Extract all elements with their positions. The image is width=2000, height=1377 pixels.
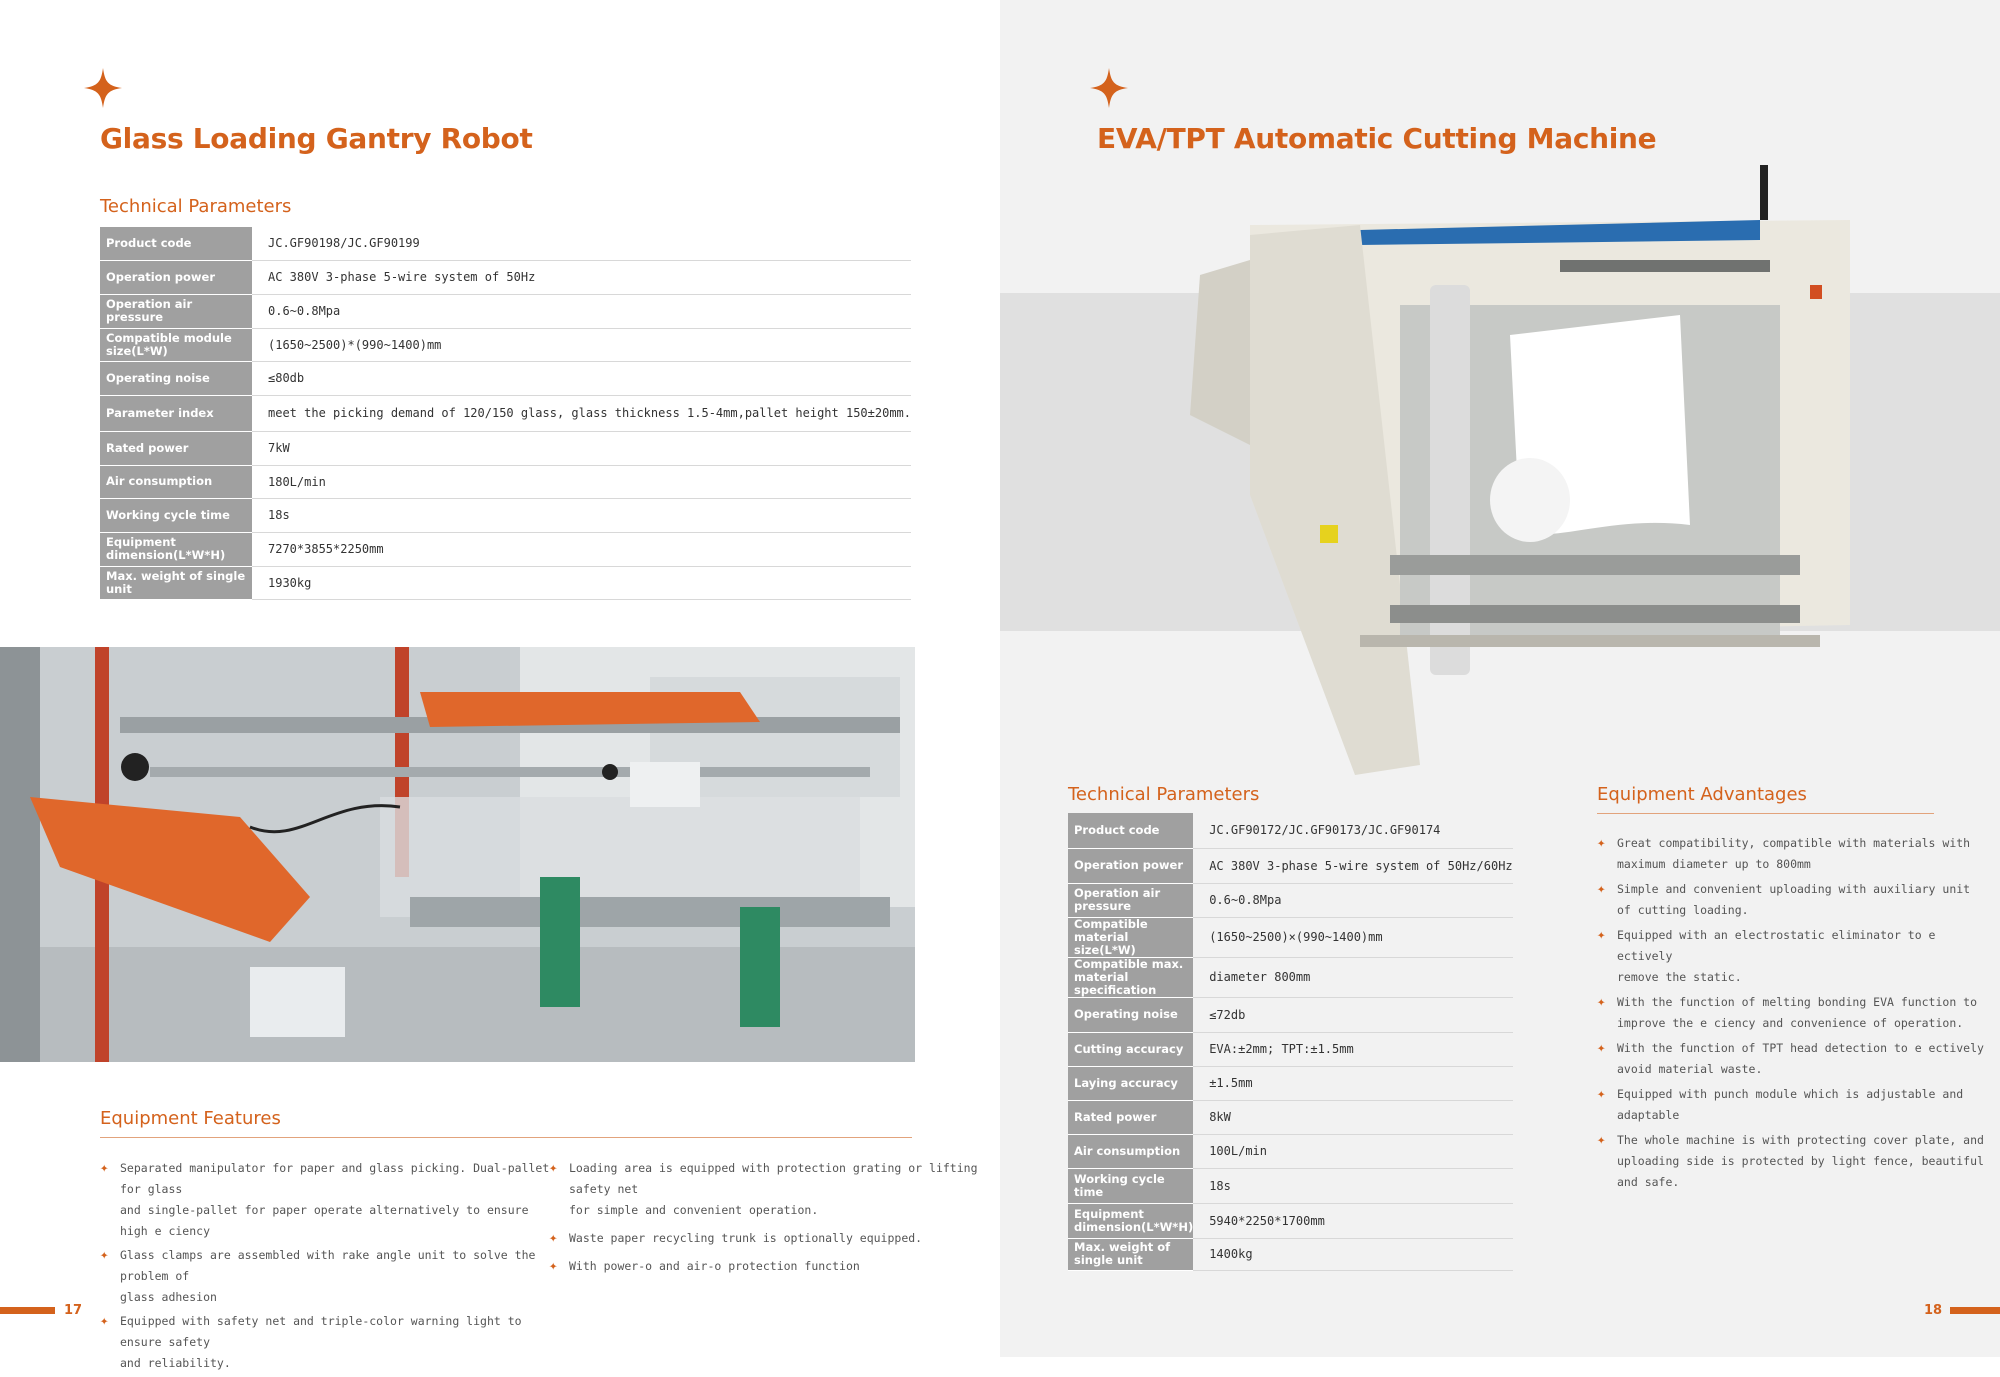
bullet-text-line: avoid material waste. <box>1617 1062 1763 1076</box>
param-value: 8kW <box>1193 1100 1512 1134</box>
heading-divider <box>1597 813 1934 814</box>
features-list-col1 <box>100 1158 550 1377</box>
param-label: Operation power <box>100 260 252 294</box>
param-label: Laying accuracy <box>1068 1066 1193 1100</box>
param-row <box>100 260 911 294</box>
param-value: 0.6~0.8Mpa <box>252 294 911 328</box>
param-value: 0.6~0.8Mpa <box>1193 883 1512 917</box>
param-label: Parameter index <box>100 395 252 431</box>
param-row <box>1068 1100 1513 1134</box>
bullet-item <box>1597 1130 1997 1193</box>
param-row <box>100 294 911 328</box>
param-label: Rated power <box>100 431 252 465</box>
sparkle-bullet-icon: ✦ <box>549 1160 558 1176</box>
param-row <box>1068 1238 1513 1270</box>
bullet-text-line: adaptable <box>1617 1108 1680 1122</box>
bullet-text-line: glass adhesion <box>120 1290 217 1304</box>
param-row <box>100 431 911 465</box>
param-value: 7270*3855*2250mm <box>252 532 911 566</box>
heading-divider <box>100 1137 912 1138</box>
param-label: Working cycle time <box>100 498 252 532</box>
bullet-text-line: of cutting loading. <box>1617 903 1749 917</box>
sparkle-bullet-icon: ✦ <box>1597 881 1606 897</box>
param-label: Rated power <box>1068 1100 1193 1134</box>
param-row <box>1068 997 1513 1032</box>
bullet-text-line: uploading side is protected by light fence, beautiful <box>1617 1154 1984 1168</box>
param-label: Compatible material size(L*W) <box>1068 917 1193 957</box>
param-value: meet the picking demand of 120/150 glass, glass thickness 1.5-4mm,pallet height 150±20mm. <box>252 395 911 431</box>
param-row <box>1068 1134 1513 1168</box>
param-label: Cutting accuracy <box>1068 1032 1193 1066</box>
page-title: Glass Loading Gantry Robot <box>100 122 533 155</box>
param-row <box>100 498 911 532</box>
param-value: 180L/min <box>252 465 911 498</box>
param-row <box>100 361 911 395</box>
param-value: 18s <box>252 498 911 532</box>
param-row <box>100 566 911 599</box>
page-number: 17 <box>64 1303 83 1318</box>
param-row <box>1068 813 1513 848</box>
bullet-text-line: Great compatibility, compatible with materials with <box>1617 836 1971 850</box>
sparkle-bullet-icon: ✦ <box>1597 1040 1606 1056</box>
param-label: Compatible max. material specification <box>1068 957 1193 997</box>
bullet-text-line: Simple and convenient uploading with auxiliary unit <box>1617 882 1971 896</box>
bullet-item <box>549 1228 989 1249</box>
param-value: 5940*2250*1700mm <box>1193 1203 1512 1238</box>
bullet-text-line: for simple and convenient operation. <box>569 1203 819 1217</box>
bullet-text-line: Equipped with an electrostatic eliminator to e ectively <box>1617 928 1936 963</box>
param-label: Compatible module size(L*W) <box>100 328 252 361</box>
technical-parameters-heading: Technical Parameters <box>1068 784 1260 805</box>
bullet-text-line: remove the static. <box>1617 970 1742 984</box>
param-row <box>100 395 911 431</box>
param-label: Operation power <box>1068 848 1193 883</box>
equipment-features-heading: Equipment Features <box>100 1108 281 1129</box>
sparkle-bullet-icon: ✦ <box>1597 1086 1606 1102</box>
page-number: 18 <box>1924 1303 1943 1318</box>
bullet-text-line: With the function of melting bonding EVA function to <box>1617 995 1978 1009</box>
bullet-text-line: Equipped with punch module which is adjustable and <box>1617 1087 1964 1101</box>
bullet-item <box>1597 1084 1997 1126</box>
sparkle-bullet-icon: ✦ <box>1597 927 1606 943</box>
technical-parameters-table <box>100 227 911 600</box>
sparkle-bullet-icon: ✦ <box>1597 994 1606 1010</box>
param-value: ±1.5mm <box>1193 1066 1512 1100</box>
page-number-bar <box>1950 1307 2000 1314</box>
param-row <box>100 227 911 260</box>
param-value: 1400kg <box>1193 1238 1512 1270</box>
bullet-text-line: Waste paper recycling trunk is optionally equipped. <box>569 1231 923 1245</box>
param-value: 100L/min <box>1193 1134 1512 1168</box>
param-row <box>100 532 911 566</box>
param-value: diameter 800mm <box>1193 957 1512 997</box>
param-label: Max. weight of single unit <box>1068 1238 1193 1270</box>
sparkle-bullet-icon: ✦ <box>1597 835 1606 851</box>
param-label: Product code <box>1068 813 1193 848</box>
bullet-item <box>1597 879 1997 921</box>
param-row <box>1068 917 1513 957</box>
bullet-item <box>1597 833 1997 875</box>
right-page <box>1000 0 2000 1357</box>
features-list-col2 <box>549 1158 989 1284</box>
page-title: EVA/TPT Automatic Cutting Machine <box>1097 122 1657 155</box>
param-label: Operation air pressure <box>100 294 252 328</box>
param-row <box>1068 883 1513 917</box>
sparkle-bullet-icon: ✦ <box>549 1258 558 1274</box>
sparkle-bullet-icon: ✦ <box>1597 1132 1606 1148</box>
param-value: ≤72db <box>1193 997 1512 1032</box>
param-label: Max. weight of single unit <box>100 566 252 599</box>
param-label: Operating noise <box>100 361 252 395</box>
bullet-item <box>100 1158 550 1242</box>
param-label: Equipment dimension(L*W*H) <box>100 532 252 566</box>
bullet-text-line: and safe. <box>1617 1175 1680 1189</box>
param-value: AC 380V 3-phase 5-wire system of 50Hz <box>252 260 911 294</box>
sparkle-icon <box>84 68 122 108</box>
bullet-text-line: and single-pallet for paper operate alternatively to ensure high e ciency <box>120 1203 529 1238</box>
bullet-text-line: and reliability. <box>120 1356 231 1370</box>
bullet-item <box>549 1256 989 1277</box>
technical-parameters-table <box>1068 813 1513 1271</box>
bullet-item <box>100 1245 550 1308</box>
bullet-text-line: The whole machine is with protecting cover plate, and <box>1617 1133 1984 1147</box>
bullet-text-line: Glass clamps are assembled with rake angle unit to solve the problem of <box>120 1248 536 1283</box>
param-row <box>1068 1032 1513 1066</box>
param-value: AC 380V 3-phase 5-wire system of 50Hz/60Hz <box>1193 848 1512 883</box>
param-label: Air consumption <box>100 465 252 498</box>
technical-parameters-heading: Technical Parameters <box>100 196 292 217</box>
param-value: (1650~2500)*(990~1400)mm <box>252 328 911 361</box>
param-value: 1930kg <box>252 566 911 599</box>
param-value: (1650~2500)×(990~1400)mm <box>1193 917 1512 957</box>
sparkle-bullet-icon: ✦ <box>549 1230 558 1246</box>
bullet-item <box>100 1311 550 1374</box>
gantry-robot-photo <box>0 647 915 1062</box>
param-value: ≤80db <box>252 361 911 395</box>
bullet-text-line: improve the e ciency and convenience of operation. <box>1617 1016 1964 1030</box>
bullet-text-line: Loading area is equipped with protection grating or lifting safety net <box>569 1161 978 1196</box>
equipment-advantages-heading: Equipment Advantages <box>1597 784 1807 805</box>
bullet-item <box>1597 925 1997 988</box>
sparkle-bullet-icon: ✦ <box>100 1313 109 1329</box>
param-row <box>1068 848 1513 883</box>
sparkle-bullet-icon: ✦ <box>100 1247 109 1263</box>
param-row <box>1068 1066 1513 1100</box>
param-value: EVA:±2mm; TPT:±1.5mm <box>1193 1032 1512 1066</box>
bullet-text-line: With the function of TPT head detection to e ectively <box>1617 1041 1984 1055</box>
bullet-text-line: Separated manipulator for paper and glass picking. Dual-pallet for glass <box>120 1161 550 1196</box>
param-row <box>1068 957 1513 997</box>
bullet-item <box>1597 1038 1997 1080</box>
page-number-bar <box>0 1307 55 1314</box>
advantages-list <box>1597 833 1997 1197</box>
param-label: Equipment dimension(L*W*H) <box>1068 1203 1193 1238</box>
left-page <box>0 0 1000 1370</box>
param-value: 18s <box>1193 1168 1512 1203</box>
param-row <box>1068 1168 1513 1203</box>
param-label: Working cycle time <box>1068 1168 1193 1203</box>
param-value: JC.GF90198/JC.GF90199 <box>252 227 911 260</box>
bullet-text-line: maximum diameter up to 800mm <box>1617 857 1811 871</box>
bullet-item <box>549 1158 989 1221</box>
bullet-text-line: With power-o and air-o protection function <box>569 1259 860 1273</box>
param-label: Air consumption <box>1068 1134 1193 1168</box>
param-value: 7kW <box>252 431 911 465</box>
sparkle-bullet-icon: ✦ <box>100 1160 109 1176</box>
param-label: Operation air pressure <box>1068 883 1193 917</box>
bullet-item <box>1597 992 1997 1034</box>
cutting-machine-photo <box>1190 165 1852 785</box>
param-row <box>100 465 911 498</box>
param-label: Operating noise <box>1068 997 1193 1032</box>
param-row <box>100 328 911 361</box>
bullet-text-line: Equipped with safety net and triple-color warning light to ensure safety <box>120 1314 522 1349</box>
param-row <box>1068 1203 1513 1238</box>
param-value: JC.GF90172/JC.GF90173/JC.GF90174 <box>1193 813 1512 848</box>
param-label: Product code <box>100 227 252 260</box>
sparkle-icon <box>1090 68 1128 108</box>
